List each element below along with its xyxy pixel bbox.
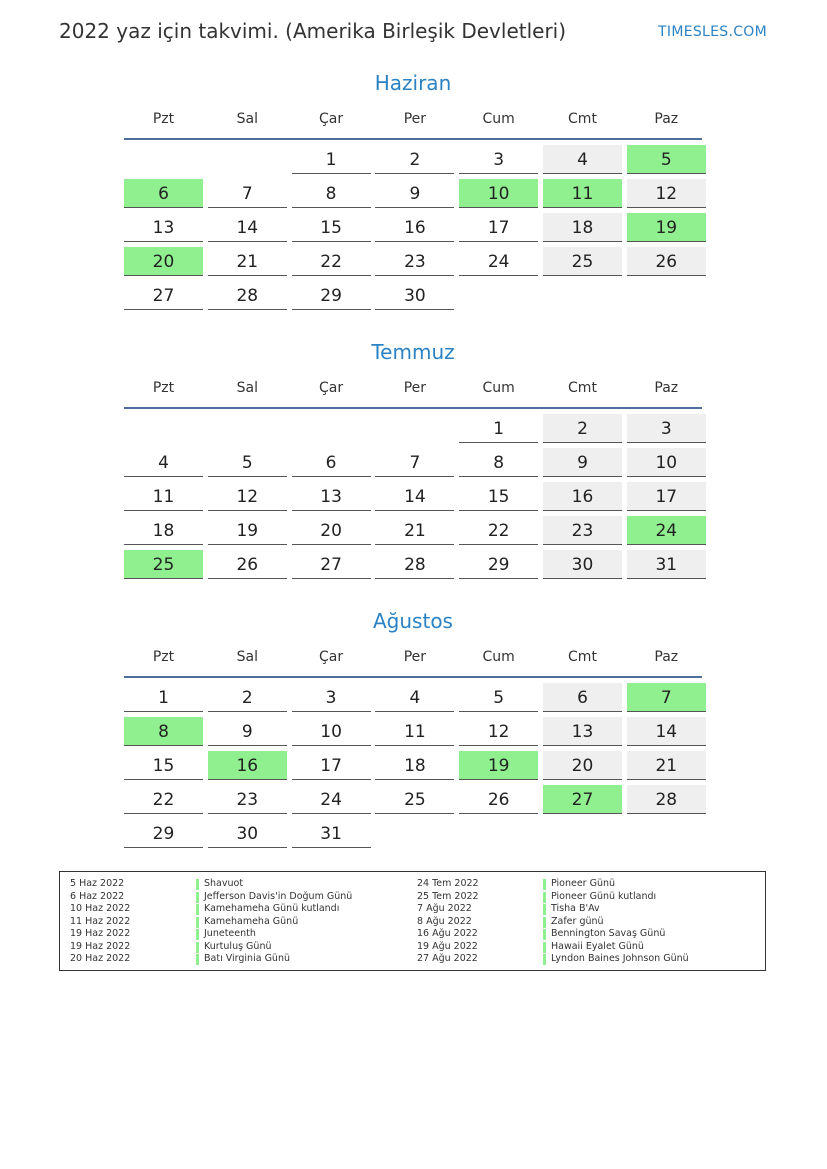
day-cell[interactable]: 11 [375, 717, 454, 746]
holiday-name: Jefferson Davis'in Doğum Günü [204, 890, 353, 902]
weekday-label: Paz [654, 649, 679, 665]
holiday-day-cell[interactable]: 6 [124, 179, 203, 208]
day-cell[interactable]: 20 [543, 751, 622, 780]
day-cell[interactable]: 25 [543, 247, 622, 276]
day-cell[interactable]: 30 [543, 550, 622, 579]
day-cell[interactable]: 1 [459, 414, 538, 443]
weekday-label: Cmt [568, 380, 597, 396]
day-cell[interactable]: 31 [292, 819, 371, 848]
month-august [124, 609, 702, 848]
day-cell[interactable]: 9 [543, 448, 622, 477]
day-cell[interactable]: 26 [459, 785, 538, 814]
day-cell[interactable]: 10 [627, 448, 706, 477]
month-june [124, 71, 702, 310]
empty-cell [208, 145, 287, 174]
weekday-header [124, 376, 702, 400]
holiday-day-cell[interactable]: 5 [627, 145, 706, 174]
holiday-day-cell[interactable]: 16 [208, 751, 287, 780]
day-cell[interactable]: 17 [292, 751, 371, 780]
holiday-date: 20 Haz 2022 [70, 953, 131, 964]
month-title: Temmuz [371, 340, 455, 364]
holiday-day-cell[interactable]: 19 [627, 213, 706, 242]
day-cell[interactable]: 29 [124, 819, 203, 848]
day-cell[interactable]: 25 [375, 785, 454, 814]
day-cell[interactable]: 2 [375, 145, 454, 174]
weekday-label: Cmt [568, 111, 597, 127]
holiday-date: 6 Haz 2022 [70, 890, 125, 902]
holiday-name: Bennington Savaş Günü [551, 928, 666, 939]
day-cell[interactable]: 13 [292, 482, 371, 511]
day-cell[interactable]: 24 [292, 785, 371, 814]
weekday-label: Pzt [152, 649, 175, 665]
day-cell[interactable]: 12 [627, 179, 706, 208]
day-cell[interactable]: 9 [208, 717, 287, 746]
weekday-label: Sal [236, 649, 258, 665]
holiday-date: 7 Ağu 2022 [417, 903, 472, 914]
day-cell[interactable]: 13 [543, 717, 622, 746]
empty-cell [124, 145, 203, 174]
day-cell[interactable]: 19 [208, 516, 287, 545]
day-cell[interactable]: 17 [627, 482, 706, 511]
day-cell[interactable]: 9 [375, 179, 454, 208]
weekday-label: Paz [654, 380, 679, 396]
holiday-legend [59, 871, 766, 971]
holiday-marker [543, 904, 546, 915]
holiday-marker [543, 892, 546, 903]
empty-cell [375, 414, 454, 443]
day-cell[interactable]: 23 [543, 516, 622, 545]
holiday-day-cell[interactable]: 7 [627, 683, 706, 712]
holiday-date: 11 Haz 2022 [70, 915, 131, 927]
days-grid [124, 414, 702, 579]
holiday-marker [196, 954, 199, 965]
day-cell[interactable]: 29 [292, 281, 371, 310]
day-cell[interactable]: 21 [208, 247, 287, 276]
day-cell[interactable]: 16 [375, 213, 454, 242]
day-cell[interactable]: 29 [459, 550, 538, 579]
day-cell[interactable]: 15 [459, 482, 538, 511]
holiday-name: Zafer günü [551, 915, 604, 927]
day-cell[interactable]: 3 [459, 145, 538, 174]
day-cell[interactable]: 4 [375, 683, 454, 712]
day-cell[interactable]: 31 [627, 550, 706, 579]
weekday-label: Per [403, 111, 427, 127]
header-divider [124, 407, 702, 409]
days-grid [124, 145, 702, 310]
weekday-label: Çar [319, 111, 344, 127]
header-divider [124, 138, 702, 140]
holiday-day-cell[interactable]: 11 [543, 179, 622, 208]
holiday-name: Kamehameha Günü [204, 915, 299, 927]
holiday-marker [543, 942, 546, 953]
header-divider [124, 676, 702, 678]
holiday-date: 19 Haz 2022 [70, 928, 131, 939]
holiday-name: Tisha B'Av [551, 903, 600, 914]
day-cell[interactable]: 6 [292, 448, 371, 477]
day-cell[interactable]: 17 [459, 213, 538, 242]
weekday-label: Cum [482, 380, 515, 396]
weekday-label: Cum [482, 649, 515, 665]
day-cell[interactable]: 20 [292, 516, 371, 545]
day-cell[interactable]: 28 [208, 281, 287, 310]
weekday-label: Sal [236, 380, 258, 396]
day-cell[interactable]: 12 [208, 482, 287, 511]
weekday-label: Cmt [568, 649, 597, 665]
day-cell[interactable]: 22 [459, 516, 538, 545]
holiday-marker [196, 879, 199, 890]
day-cell[interactable]: 3 [627, 414, 706, 443]
day-cell[interactable]: 18 [543, 213, 622, 242]
page-title: 2022 yaz için takvimi. (Amerika Birleşik Devletleri) [59, 19, 567, 43]
day-cell[interactable]: 8 [459, 448, 538, 477]
empty-cell [208, 414, 287, 443]
holiday-date: 8 Ağu 2022 [417, 915, 472, 927]
holiday-name: Pioneer Günü [551, 878, 616, 889]
day-cell[interactable]: 23 [375, 247, 454, 276]
weekday-label: Cum [482, 111, 515, 127]
day-cell[interactable]: 2 [208, 683, 287, 712]
day-cell[interactable]: 16 [543, 482, 622, 511]
day-cell[interactable]: 30 [208, 819, 287, 848]
holiday-name: Hawaii Eyalet Günü [551, 940, 644, 952]
days-grid [124, 683, 702, 848]
holiday-day-cell[interactable]: 10 [459, 179, 538, 208]
weekday-label: Paz [654, 111, 679, 127]
day-cell[interactable]: 1 [292, 145, 371, 174]
holiday-name: Kamehameha Günü kutlandı [204, 903, 340, 914]
holiday-day-cell[interactable]: 19 [459, 751, 538, 780]
month-title: Haziran [374, 71, 452, 95]
holiday-name: Batı Virginia Günü [204, 953, 290, 964]
day-cell[interactable]: 12 [459, 717, 538, 746]
weekday-label: Sal [236, 111, 258, 127]
weekday-label: Per [403, 380, 427, 396]
holiday-marker [196, 917, 199, 928]
holiday-name: Pioneer Günü kutlandı [551, 890, 657, 902]
holiday-day-cell[interactable]: 20 [124, 247, 203, 276]
day-cell[interactable]: 14 [375, 482, 454, 511]
brand-link[interactable]: TIMESLES.COM [658, 24, 767, 40]
holiday-marker [196, 904, 199, 915]
holiday-date: 25 Tem 2022 [417, 890, 479, 902]
holiday-date: 10 Haz 2022 [70, 903, 131, 914]
holiday-marker [543, 917, 546, 928]
month-july [124, 340, 702, 579]
weekday-label: Pzt [152, 380, 175, 396]
day-cell[interactable]: 7 [208, 179, 287, 208]
holiday-date: 16 Ağu 2022 [417, 928, 478, 939]
day-cell[interactable]: 22 [292, 247, 371, 276]
day-cell[interactable]: 15 [292, 213, 371, 242]
holiday-day-cell[interactable]: 8 [124, 717, 203, 746]
holiday-marker [543, 954, 546, 965]
day-cell[interactable]: 23 [208, 785, 287, 814]
month-title: Ağustos [373, 609, 453, 633]
day-cell[interactable]: 28 [375, 550, 454, 579]
holiday-marker [196, 942, 199, 953]
day-cell[interactable]: 18 [375, 751, 454, 780]
day-cell[interactable]: 14 [627, 717, 706, 746]
day-cell[interactable]: 21 [375, 516, 454, 545]
holiday-date: 5 Haz 2022 [70, 878, 125, 889]
day-cell[interactable]: 15 [124, 751, 203, 780]
day-cell[interactable]: 10 [292, 717, 371, 746]
holiday-name: Kurtuluş Günü [204, 940, 272, 952]
day-cell[interactable]: 8 [292, 179, 371, 208]
day-cell[interactable]: 4 [124, 448, 203, 477]
empty-cell [292, 414, 371, 443]
holiday-name: Shavuot [204, 878, 244, 889]
day-cell[interactable]: 11 [124, 482, 203, 511]
weekday-label: Pzt [152, 111, 175, 127]
weekday-label: Per [403, 649, 427, 665]
holiday-marker [543, 929, 546, 940]
day-cell[interactable]: 27 [124, 281, 203, 310]
day-cell[interactable]: 7 [375, 448, 454, 477]
holiday-day-cell[interactable]: 25 [124, 550, 203, 579]
holiday-marker [196, 892, 199, 903]
weekday-header [124, 107, 702, 131]
holiday-date: 27 Ağu 2022 [417, 953, 478, 964]
day-cell[interactable]: 1 [124, 683, 203, 712]
day-cell[interactable]: 5 [459, 683, 538, 712]
weekday-header [124, 645, 702, 669]
weekday-label: Çar [319, 649, 344, 665]
day-cell[interactable]: 5 [208, 448, 287, 477]
day-cell[interactable]: 13 [124, 213, 203, 242]
holiday-marker [543, 879, 546, 890]
holiday-day-cell[interactable]: 27 [543, 785, 622, 814]
holiday-date: 24 Tem 2022 [417, 878, 479, 889]
holiday-name: Juneteenth [204, 928, 256, 939]
day-cell[interactable]: 26 [627, 247, 706, 276]
day-cell[interactable]: 27 [292, 550, 371, 579]
day-cell[interactable]: 28 [627, 785, 706, 814]
day-cell[interactable]: 6 [543, 683, 622, 712]
day-cell[interactable]: 24 [459, 247, 538, 276]
holiday-date: 19 Ağu 2022 [417, 940, 478, 952]
empty-cell [124, 414, 203, 443]
day-cell[interactable]: 2 [543, 414, 622, 443]
day-cell[interactable]: 26 [208, 550, 287, 579]
holiday-date: 19 Haz 2022 [70, 940, 131, 952]
day-cell[interactable]: 30 [375, 281, 454, 310]
day-cell[interactable]: 18 [124, 516, 203, 545]
day-cell[interactable]: 14 [208, 213, 287, 242]
weekday-label: Çar [319, 380, 344, 396]
holiday-marker [196, 929, 199, 940]
day-cell[interactable]: 21 [627, 751, 706, 780]
day-cell[interactable]: 4 [543, 145, 622, 174]
holiday-day-cell[interactable]: 24 [627, 516, 706, 545]
day-cell[interactable]: 22 [124, 785, 203, 814]
day-cell[interactable]: 3 [292, 683, 371, 712]
holiday-name: Lyndon Baines Johnson Günü [551, 953, 689, 964]
